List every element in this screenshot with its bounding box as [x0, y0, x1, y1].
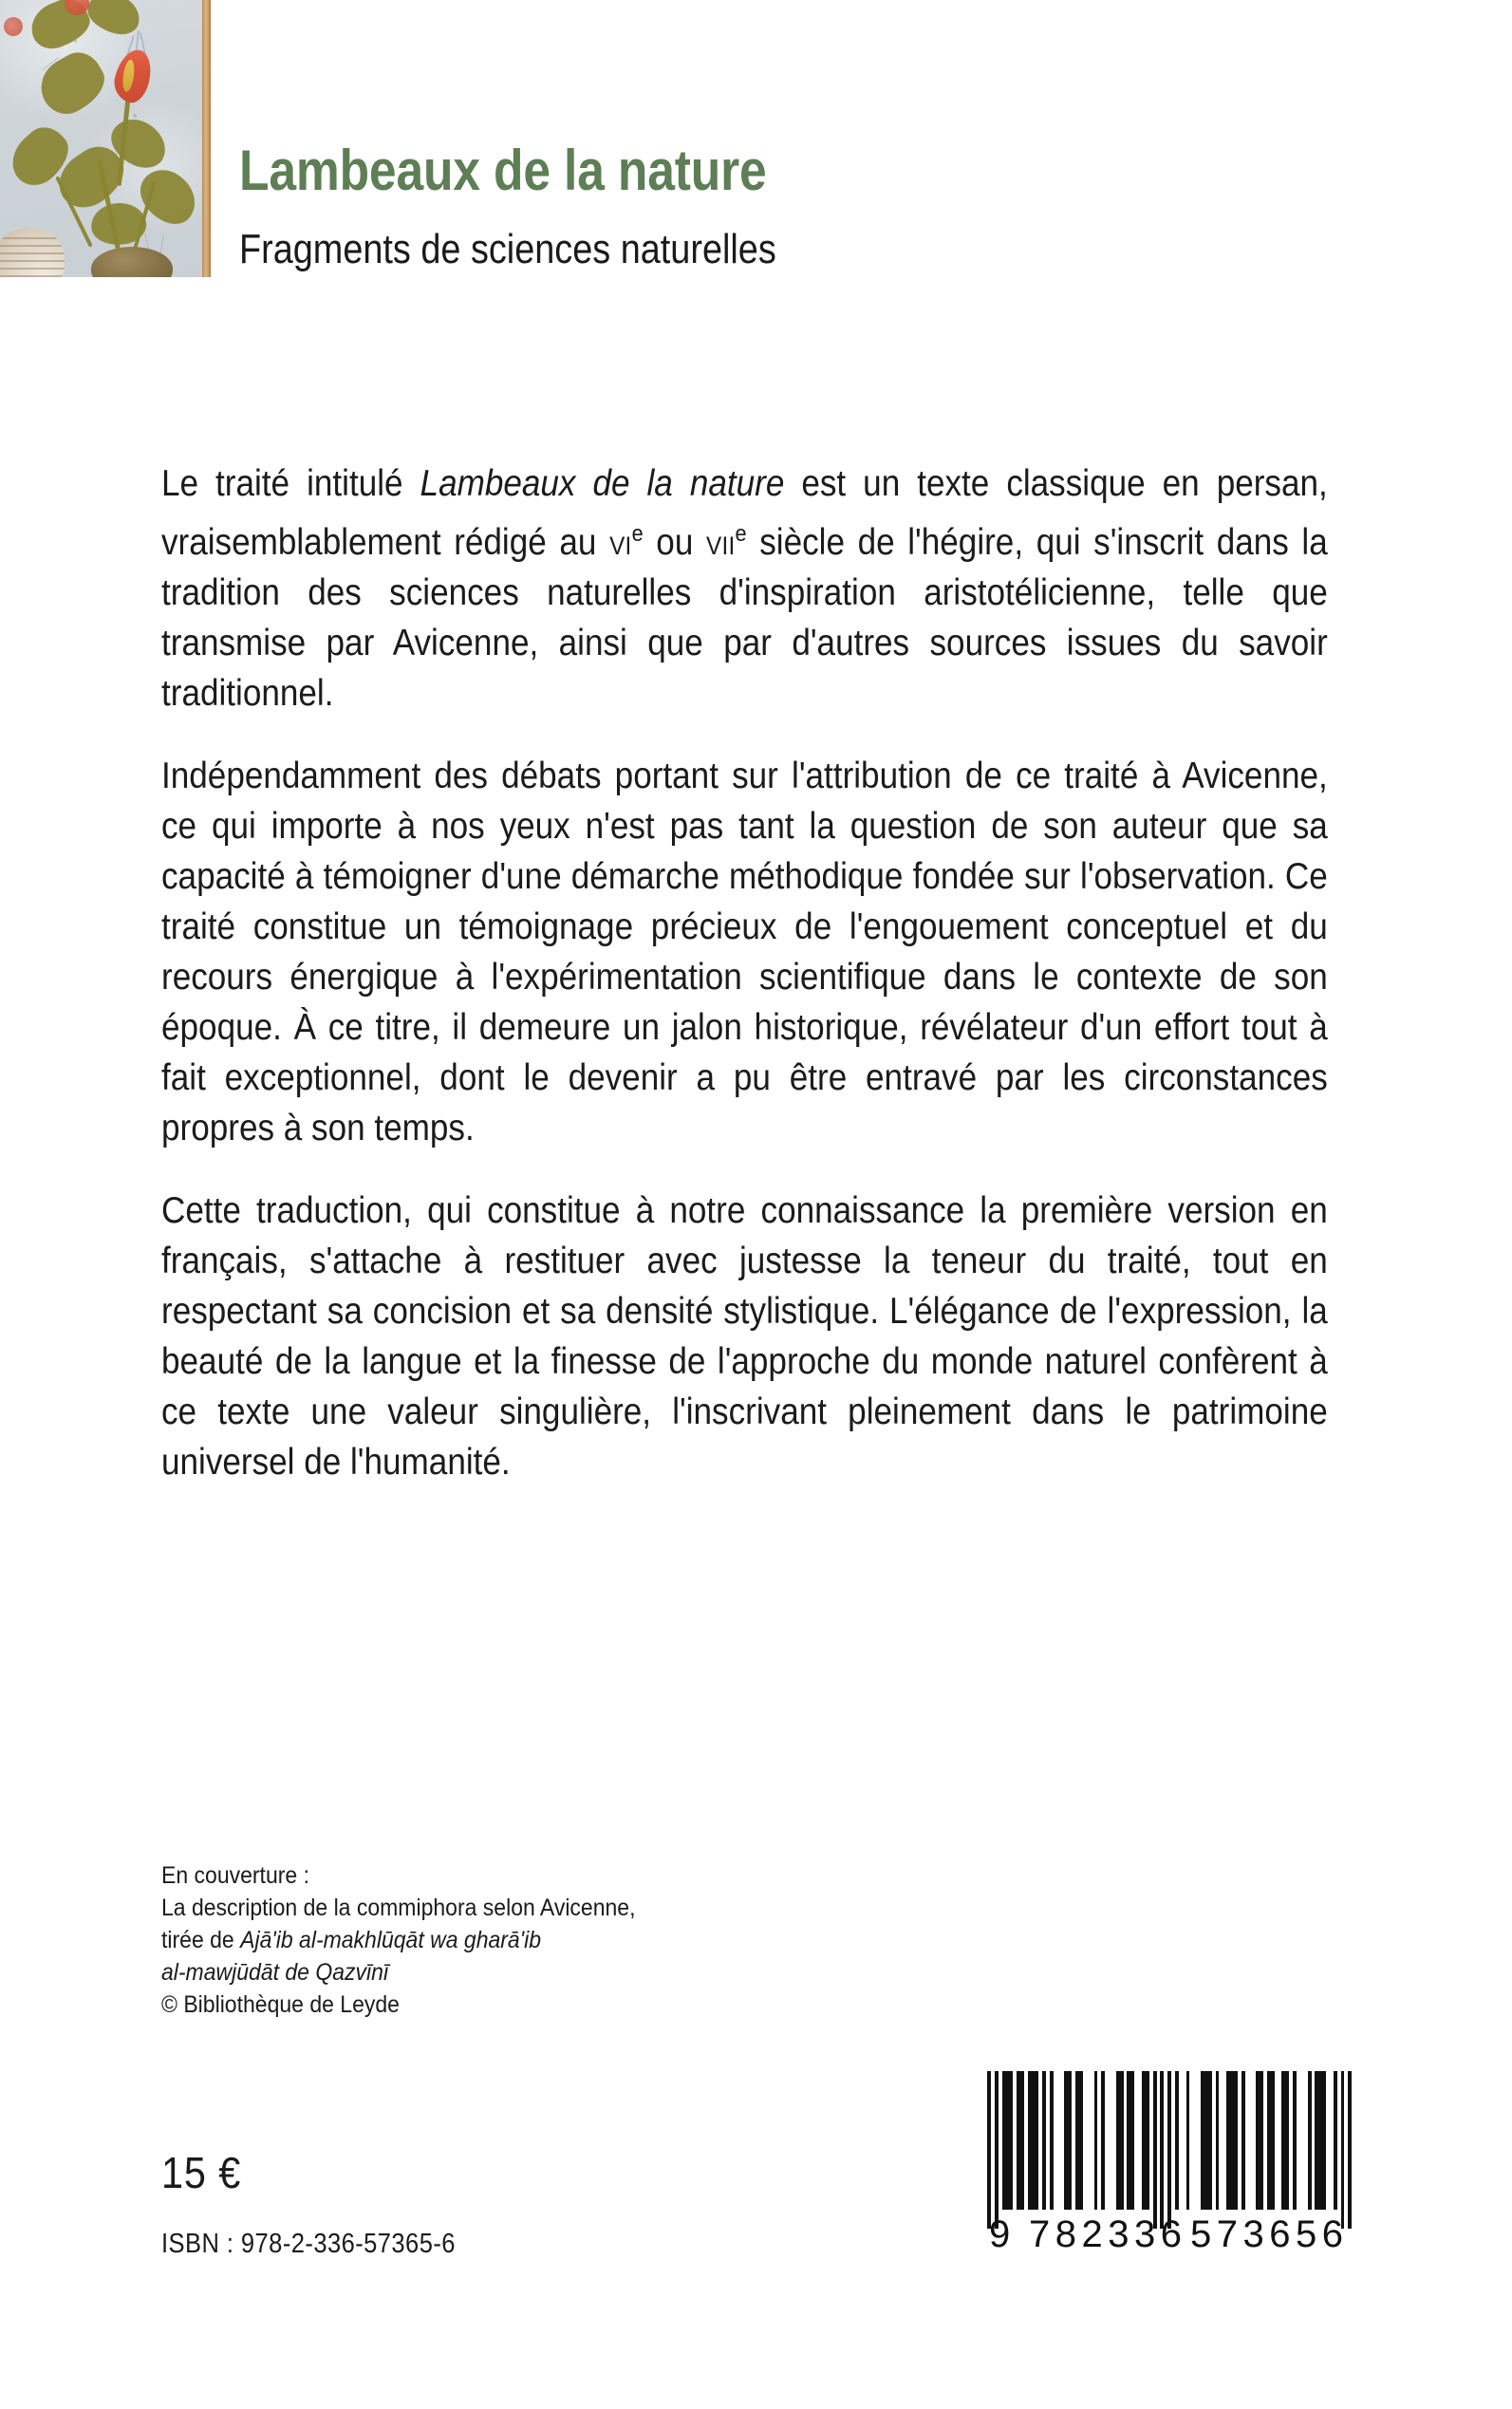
credit-line-3: [161, 1924, 635, 1956]
barcode-space: [1326, 2071, 1334, 2210]
barcode-space: [1083, 2071, 1094, 2210]
credit-line-3-italic: Ajā'ib al-makhlūqāt wa gharā'ib: [240, 1927, 542, 1953]
isbn-label: ISBN : 978-2-336-57365-6: [161, 2229, 456, 2259]
blurb-paragraph-1: [161, 458, 1328, 719]
credit-line-4-suffix: de Qazvīnī: [278, 1959, 389, 1986]
credit-line-2: La description de la commiphora selon Avicenne,: [161, 1895, 636, 1921]
barcode-space: [1054, 2071, 1065, 2210]
barcode-bar: [1028, 2071, 1039, 2210]
credit-line-5-copyright: © Bibliothèque de Leyde: [161, 1991, 400, 2018]
barcode-space: [1179, 2071, 1186, 2210]
barcode-space: [1297, 2071, 1308, 2210]
barcode-bar: [1064, 2071, 1072, 2210]
page-subtitle: Fragments de sciences naturelles: [239, 226, 776, 272]
barcode-bar: [1315, 2071, 1326, 2210]
barcode-bars: [987, 2071, 1353, 2229]
barcode-digit-first: 9: [989, 2213, 1012, 2255]
barcode-bar: [1201, 2071, 1212, 2210]
blurb-paragraph-3: Cette traduction, qui constitue à notre connaissance la première version en français, s'attache à restituer avec justesse la teneur du traité, tout en respectant sa concision et sa densité stylistique. L'élégance de l'expression, la beauté de la langue et la finesse de l'approche du monde naturel confèrent à ce texte une valeur singulière, l'inscrivant pleinement dans le patrimoine universel de l'humanité.: [161, 1190, 1328, 1483]
credit-line-1: En couverture :: [161, 1862, 309, 1889]
barcode-digits-right: 573656: [1190, 2213, 1349, 2255]
barcode-bar: [1226, 2071, 1238, 2210]
barcode-space: [1245, 2071, 1257, 2210]
barcode-bar: [1002, 2071, 1014, 2210]
blurb-p1-part4: siècle de l'hégire, qui s'inscrit dans la tradition des sciences naturelles d'inspiration aristotélicienne, telle que transmise par Avicenne, ainsi que par d'autres sources issues du savoir traditionnel.: [161, 522, 1328, 714]
barcode-bar: [1348, 2071, 1352, 2229]
barcode-space: [1134, 2071, 1142, 2210]
blurb-p1-part1: Le traité intitulé: [161, 463, 420, 504]
plant-flower-small: [4, 17, 23, 36]
barcode-bar: [1075, 2071, 1083, 2210]
barcode-bar: [1142, 2071, 1149, 2210]
blurb-century-six: vi: [609, 522, 632, 563]
paper-speck: [133, 114, 137, 118]
barcode-space: [1219, 2071, 1226, 2210]
barcode-bar: [1281, 2071, 1289, 2210]
credit-line-4-italic: al-mawjūdāt: [161, 1959, 279, 1986]
barcode-bar: [1267, 2071, 1275, 2210]
barcode-space: [1275, 2071, 1282, 2210]
credit-line-3-prefix: tirée de: [161, 1927, 241, 1953]
barcode-bar: [1127, 2071, 1134, 2210]
price-label: 15 €: [161, 2148, 242, 2197]
barcode-bar: [1017, 2071, 1024, 2210]
blurb-p1-italic-title: Lambeaux de la nature: [420, 463, 785, 504]
barcode-space: [1189, 2071, 1201, 2210]
blurb-paragraph-2: Indépendamment des débats portant sur l'attribution de ce traité à Avicenne, ce qui importe à nos yeux n'est pas tant la question de son auteur que sa capacité à témoigner d'une démarche méthodique fondée sur l'observation. Ce traité constitue un témoignage précieux de l'engouement conceptuel et du recours énergique à l'expérimentation scientifique dans le contexte de son époque. À ce titre, il demeure un jalon historique, révélateur d'un effort tout à fait exceptionnel, dont le devenir a pu être entravé par les circonstances propres à son temps.: [161, 756, 1328, 1148]
blurb-p1-part2: est un texte classique en persan, vraisemblablement rédigé au: [161, 463, 1328, 563]
barcode-space: [1105, 2071, 1116, 2210]
blurb-century-seven: vii: [705, 522, 736, 563]
barcode-bar: [1116, 2071, 1124, 2210]
cover-credits: [161, 1859, 635, 2021]
blurb-century-six-sup: e: [631, 521, 644, 547]
ean13-barcode: [987, 2071, 1353, 2272]
back-cover-blurb: [161, 458, 1329, 1487]
blurb-century-seven-sup: e: [735, 521, 747, 547]
cover-thumbnail-image: [0, 0, 211, 277]
credit-line-4: [161, 1956, 635, 1989]
page-title: Lambeaux de la nature: [239, 139, 767, 202]
barcode-digits: [987, 2213, 1353, 2255]
barcode-bar: [1256, 2071, 1263, 2210]
barcode-digits-left: 782336: [1029, 2213, 1187, 2255]
manuscript-gold-border: [202, 0, 211, 277]
blurb-p1-part3: ou: [643, 522, 706, 563]
